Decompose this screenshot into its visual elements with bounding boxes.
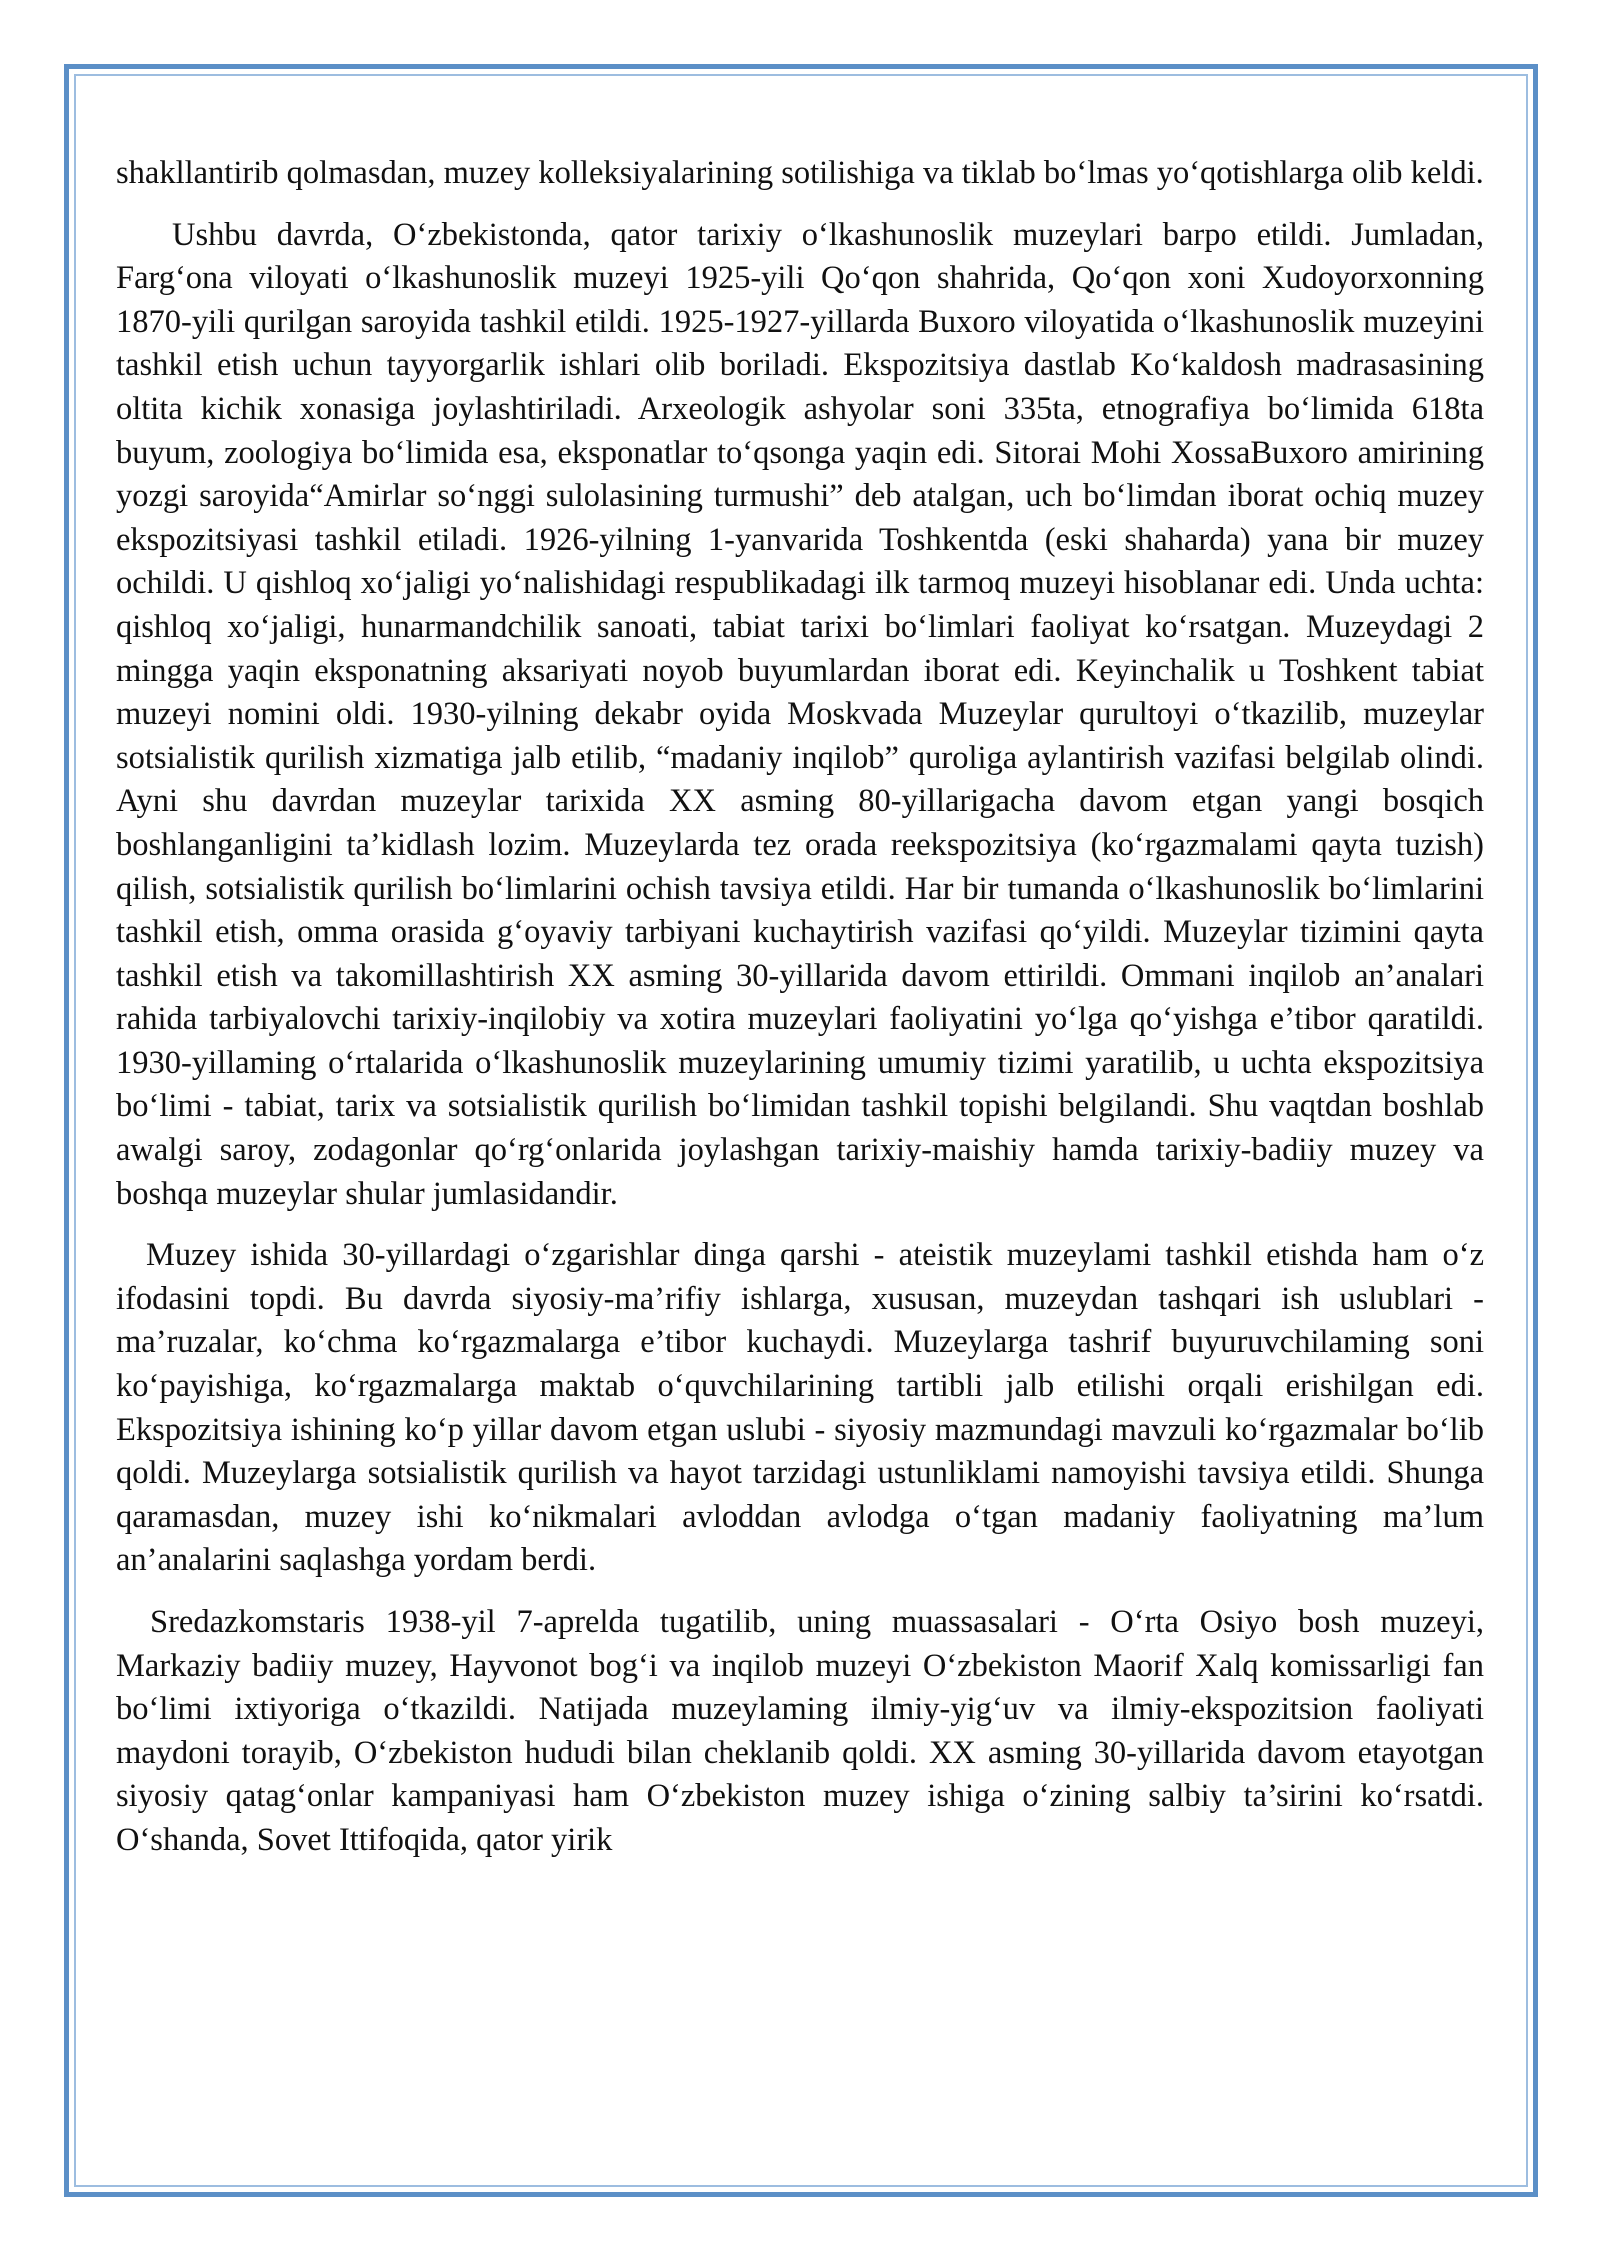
paragraph-2: Ushbu davrda, O‘zbekistonda, qator tarixiy o‘lkashunoslik muzeylari barpo etildi. Jumladan, Farg‘ona viloyati o‘lkashunoslik muzeyi 1925-yili Qo‘qon shahrida, Qo‘qon xoni Xudoyorxonning 1870-yili qurilgan saroyida tashkil etildi. 1925-1927-yillarda Buxoro viloyatida o‘lkashunoslik muzeyini tashkil etish uchun tayyorgarlik ishlari olib boriladi. Ekspozitsiya dastlab Ko‘kaldosh madrasasining oltita kichik xonasiga joylashtiriladi. Arxeologik ashyolar soni 335ta, etnografiya bo‘limida 618ta buyum, zoologiya bo‘limida esa, eksponatlar to‘qsonga yaqin edi. Sitorai Mohi XossaBuxoro amirining yozgi saroyida“Amirlar so‘nggi sulolasining turmushi” deb atalgan, uch bo‘limdan iborat ochiq muzey ekspozitsiyasi tashkil etiladi. 1926-yilning 1-yanvarida Toshkentda (eski shaharda) yana bir muzey ochildi. U qishloq xo‘jaligi yo‘nalishidagi respublikadagi ilk tarmoq muzeyi hisoblanar edi. Unda uchta: qishloq xo‘jaligi, hunarmandchilik sanoati, tabiat tarixi bo‘limlari faoliyat ko‘rsatgan. Muzeydagi 2 mingga yaqin eksponatning aksariyati noyob buyumlardan iborat edi. Keyinchalik u Toshkent tabiat muzeyi nomini oldi. 1930-yilning dekabr oyida Moskvada Muzeylar qurultoyi o‘tkazilib, muzeylar sotsialistik qurilish xizmatiga jalb etilib, “madaniy inqilob” quroliga aylantirish vazifasi belgilab olindi. Ayni shu davrdan muzeylar tarixida XX asming 80-yillarigacha davom etgan yangi bosqich boshlanganligini ta’kidlash lozim. Muzeylarda tez orada reekspozitsiya (ko‘rgazmalami qayta tuzish) qilish, sotsialistik qurilish bo‘limlarini ochish tavsiya etildi. Har bir tumanda o‘lkashunoslik bo‘limlarini tashkil etish, omma orasida g‘oyaviy tarbiyani kuchaytirish vazifasi qo‘yildi. Muzeylar tizimini qayta tashkil etish va takomillashtirish XX asming 30-yillarida davom ettirildi. Ommani inqilob an’analari rahida tarbiyalovchi tarixiy-inqilobiy va xotira muzeylari faoliyatini yo‘lga qo‘yishga e’tibor qaratildi. 1930-yillaming o‘rtalarida o‘lkashunoslik muzeylarining umumiy tizimi yaratilib, u uchta ekspozitsiya bo‘limi - tabiat, tarix va sotsialistik qurilish bo‘limidan tashkil topishi belgilandi. Shu vaqtdan boshlab awalgi saroy, zodagonlar qo‘rg‘onlarida joylashgan tarixiy-maishiy hamda tarixiy-badiiy muzey va boshqa muzeylar shular jumlasidandir. [116, 216, 1484, 1212]
paragraph-4: Sredazkomstaris 1938-yil 7-aprelda tugatilib, uning muassasalari - O‘rta Osiyo bosh muzeyi, Markaziy badiiy muzey, Hayvonot bog‘i va inqilob muzeyi O‘zbekiston Maorif Xalq komissarligi fan bo‘limi ixtiyoriga o‘tkazildi. Natijada muzeylaming ilmiy-yig‘uv va ilmiy-ekspozitsion faoliyati maydoni torayib, O‘zbekiston hududi bilan cheklanib qoldi. XX asming 30-yillarida davom etayotgan siyosiy qatag‘onlar kampaniyasi ham O‘zbekiston muzey ishiga o‘zining salbiy ta’sirini ko‘rsatdi. O‘shanda, Sovet Ittifoqida, qator yirik [116, 1604, 1484, 1858]
paragraph-3: Muzey ishida 30-yillardagi o‘zgarishlar dinga qarshi - ateistik muzeylami tashkil etishda ham o‘z ifodasini topdi. Bu davrda siyosiy-ma’rifiy ishlarga, xususan, muzeydan tashqari ish uslublari - ma’ruzalar, ko‘chma ko‘rgazmalarga e’tibor kuchaydi. Muzeylarga tashrif buyuruvchilaming soni ko‘payishiga, ko‘rgazmalarga maktab o‘quvchilarining tartibli jalb etilishi orqali erishilgan edi. Ekspozitsiya ishining ko‘p yillar davom etgan uslubi - siyosiy mazmundagi mavzuli ko‘rgazmalar bo‘lib qoldi. Muzeylarga sotsialistik qurilish va hayot tarzidagi ustunliklami namoyishi tavsiya etildi. Shunga qaramasdan, muzey ishi ko‘nikmalari avloddan avlodga o‘tgan madaniy faoliyatning ma’lum an’analarini saqlashga yordam berdi. [116, 1237, 1484, 1579]
document-body [116, 152, 1484, 1863]
paragraph-1: shakllantirib qolmasdan, muzey kolleksiyalarining sotilishiga va tiklab bo‘lmas yo‘qotishlarga olib keldi. [116, 155, 1484, 191]
